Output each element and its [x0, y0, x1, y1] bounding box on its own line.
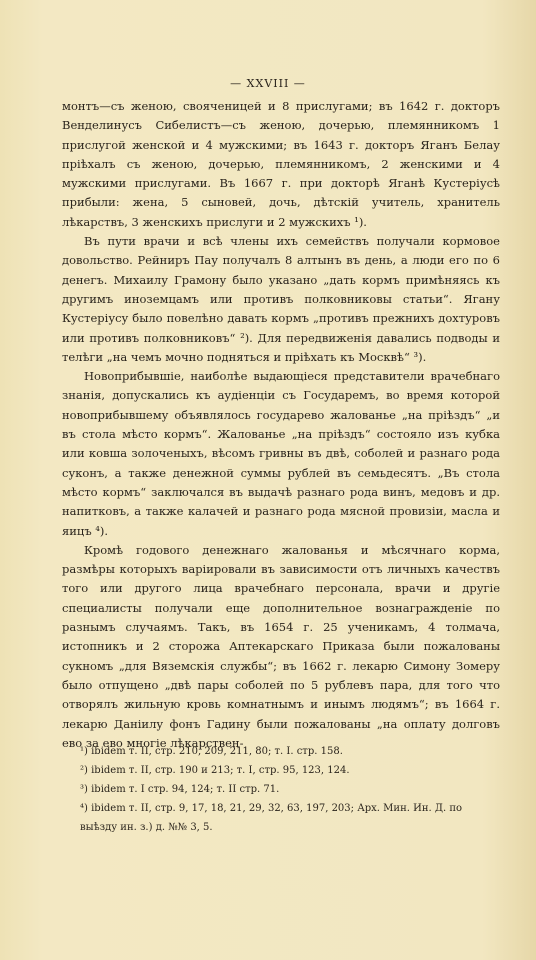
footnote-1: ¹) ibidem т. II, стр. 210, 209, 211, 80; т. I. стр. 158. [80, 746, 343, 757]
page-number-header: — XXVIII — [230, 77, 306, 90]
paragraph-1: монтъ—съ женою, свояченицей и 8 прислугами; въ 1642 г. докторъ Венделинусъ Сибелистъ—съ женою, дочерью, племянникомъ 1 прислугой женской и 4 мужскими; въ 1643 г. докторъ Яганъ Белау пріѣхалъ съ женою, дочерью, племянникомъ, 2 женскими и 4 мужскими прислугами. Въ 1667 г. при докторѣ Яганѣ Кустеріусѣ прибыли: жена, 5 сыновей, дочь, дѣтскій учитель, хранитель лѣкарствъ, 3 женскихъ прислуги и 2 мужскихъ ¹). [62, 99, 500, 229]
main-text [62, 97, 500, 753]
footnotes [62, 742, 500, 837]
footnote-2: ²) ibidem т. II, стр. 190 и 213; т. I, стр. 95, 123, 124. [80, 765, 350, 776]
paragraph-4: Кромѣ годового денежнаго жалованья и мѣсячнаго корма, размѣры которыхъ варіировали въ зависимости отъ личныхъ качествъ того или другого лица врачебнаго персонала, врачи и другіе специалисты получали еще дополнительное вознагражденіе по разнымъ случаямъ. Такъ, въ 1654 г. 25 ученикамъ, 4 толмача, истопникъ и 2 сторожа Аптекарскаго Приказа были пожалованы сукномъ „для Вяземскія службы“; въ 1662 г. лекарю Симону Зомеру было отпущено „двѣ пары соболей по 5 рублевъ пара, для того что отворялъ жильную кровь комнатнымъ и инымъ людямъ“; въ 1664 г. лекарю Даніилу фонъ Гадину были пожалованы „на оплату долговъ ево за ево многіе лѣкарствен- [62, 542, 500, 750]
footnote-4: ⁴) ibidem т. II, стр. 9, 17, 18, 21, 29, 32, 63, 197, 203; Арх. Мин. Ин. Д. по выѣзду ин. з.) д. №№ 3, 5. [80, 803, 463, 833]
paragraph-2: Въ пути врачи и всѣ члены ихъ семействъ получали кормовое довольство. Рейниръ Пау получалъ 8 алтынъ въ день, а люди его по 6 денегъ. Михаилу Грамону было указано „дать кормъ примѣняясь къ другимъ иноземцамъ или противъ полковниковы статьи“. Ягану Кустеріусу было повелѣно давать кормъ „противъ прежнихъ дохтуровъ или противъ полковниковъ“ ²). Для передвиженія давались подводы и телѣги „на чемъ мочно подняться и пріѣхать къ Москвѣ“ ³). [62, 234, 500, 364]
paragraph-3: Новоприбывшіе, наиболѣе выдающіеся представители врачебнаго знанія, допускались къ аудіенціи съ Государемъ, во время которой новоприбывшему объявлялось государево жалованье „на пріѣздъ“ „и въ стола мѣсто кормъ“. Жалованье „на пріѣздъ“ состояло изъ кубка или ковша золоченыхъ, вѣсомъ гривны въ двѣ, соболей и разнаго рода суконъ, а также денежной суммы рублей въ семьдесятъ. „Въ стола мѣсто кормъ“ заключался въ выдачѣ разнаго рода винъ, медовъ и др. напитковъ, а также калачей и разнаго рода мясной провизіи, масла и яицъ ⁴). [62, 369, 500, 538]
footnote-3: ³) ibidem т. I стр. 94, 124; т. II стр. 71. [80, 784, 280, 795]
footnote-divider [62, 726, 500, 727]
